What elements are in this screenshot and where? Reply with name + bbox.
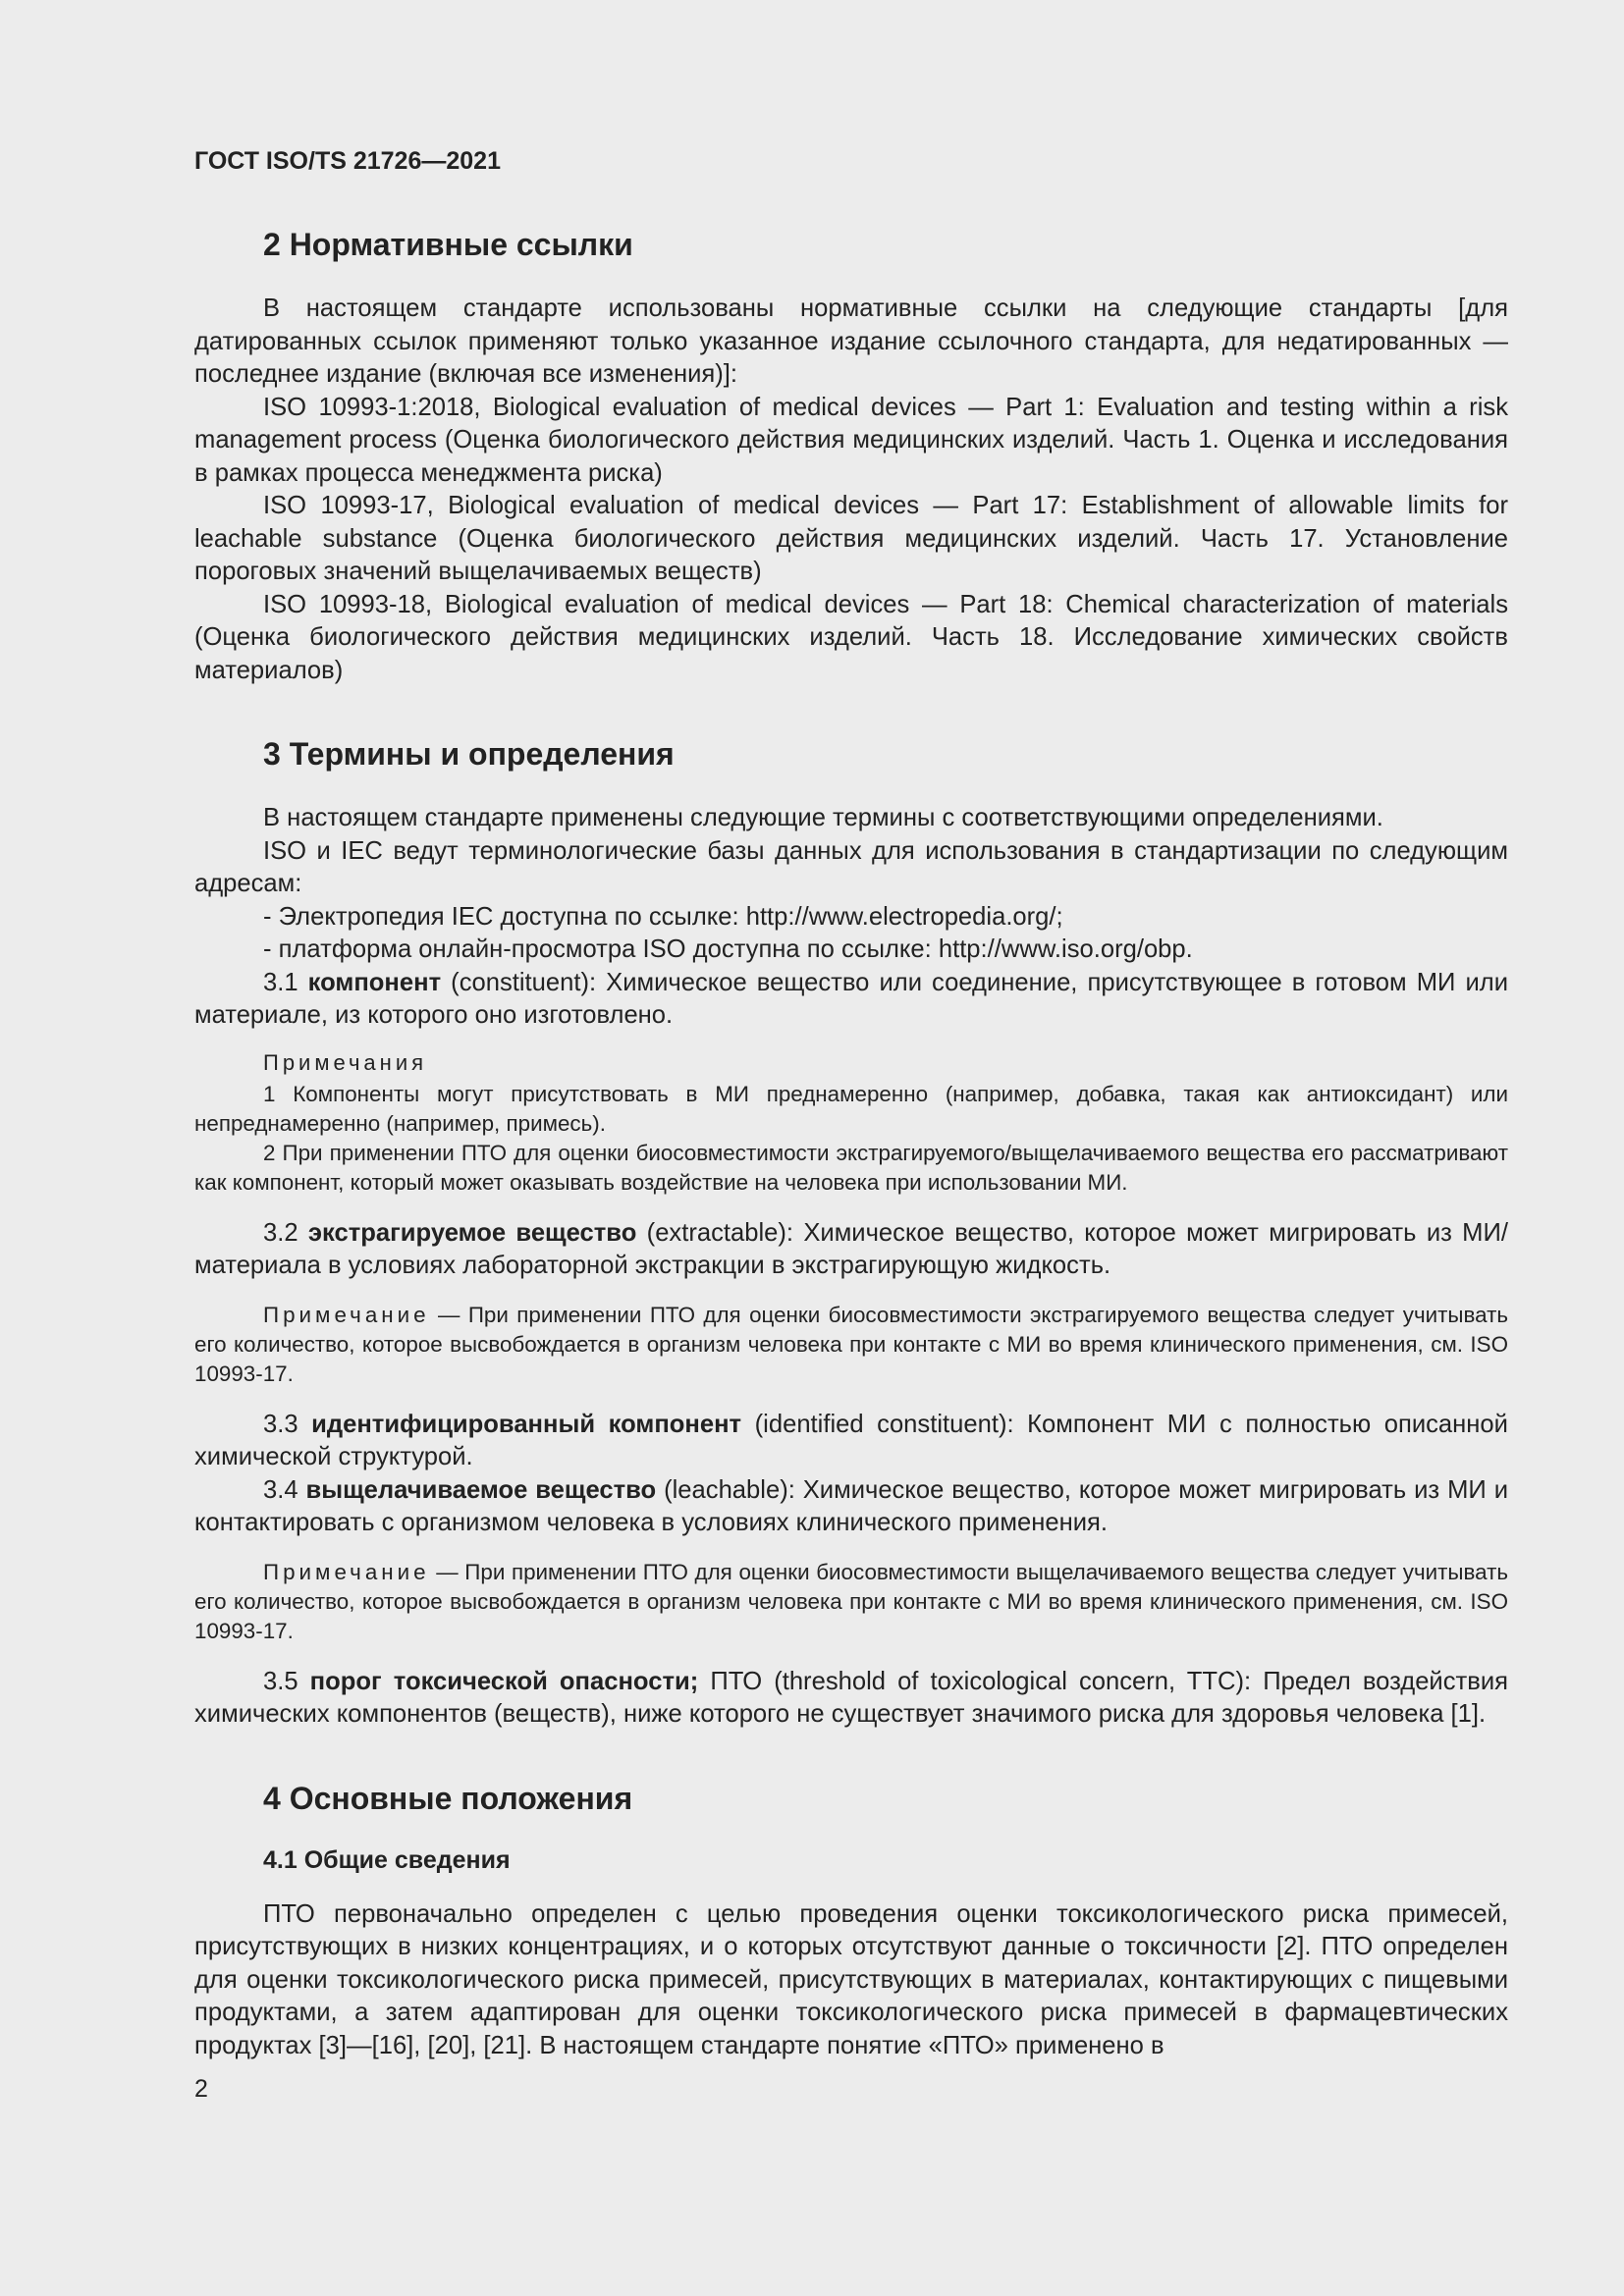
section-3-intro-2: ISO и IEC ведут терминологические базы данных для использования в стандартизации по следующим адресам: xyxy=(194,836,1508,897)
term-name: выщелачиваемое вещество xyxy=(305,1475,657,1504)
term-definition: ПТО (threshold of toxicological concern, TTC): Предел воздействия химических компонентов (веществ), ниже которого не существует значимого риска для здоровья человека [1]. xyxy=(194,1667,1508,1728)
reference-item: ISO 10993-17, Biological evaluation of medical devices — Part 17: Establishment of allowable limits for leachable substance (Оценка биологического действия медицинских изделий. Часть 17. Установление пороговых значений выщелачиваемых веществ) xyxy=(194,492,1508,585)
note-label: Примечание xyxy=(263,1559,430,1584)
term-number: 3.4 xyxy=(263,1475,306,1504)
note-text: — При применении ПТО для оценки биосовместимости экстрагируемого вещества следует учитывать его количество, которое высвобождается в организм человека при контакте с МИ во время клинического применения, см. ISO 10993-17. xyxy=(194,1302,1508,1386)
note-3-2 xyxy=(194,1301,1508,1389)
term-definition: (leachable): Химическое вещество, которое может мигрировать из МИ и контактировать с организмом человека в условиях клинического применения. xyxy=(194,1475,1508,1536)
notes-3-1 xyxy=(194,1050,1508,1198)
note-text: — При применении ПТО для оценки биосовместимости выщелачиваемого вещества следует учитывать его количество, которое высвобождается в организм человека при контакте с МИ во время клинического применения, см. ISO 10993-17. xyxy=(194,1559,1508,1643)
iso-obp-link: - платформа онлайн-просмотра ISO доступна по ссылке: http://www.iso.org/obp. xyxy=(263,935,1193,963)
note-item: 2 При применении ПТО для оценки биосовместимости экстрагируемого/выщелачиваемого вещества его рассматривают как компонент, который может оказывать воздействие на человека при использовании МИ. xyxy=(194,1140,1508,1195)
term-3-3 xyxy=(194,1409,1508,1474)
reference-item: ISO 10993-18, Biological evaluation of medical devices — Part 18: Chemical characterization of materials (Оценка биологического действия медицинских изделий. Часть 18. Исследование химических свойств материалов) xyxy=(194,590,1508,684)
reference-item: ISO 10993-1:2018, Biological evaluation of medical devices — Part 1: Evaluation and testing within a risk management process (Оценка биологического действия медицинских изделий. Часть 1. Оценка и исследования в рамках процесса менеджмента риска) xyxy=(194,393,1508,487)
term-number: 3.2 xyxy=(263,1218,308,1247)
note-label: Примечание xyxy=(263,1302,430,1327)
electropedia-link: - Электропедия IEC доступна по ссылке: http://www.electropedia.org/; xyxy=(263,902,1063,931)
term-3-2 xyxy=(194,1217,1508,1283)
note-3-4 xyxy=(194,1558,1508,1646)
term-definition: (constituent): Химическое вещество или соединение, присутствующее в готовом МИ или материале, из которого оно изготовлено. xyxy=(194,968,1508,1029)
term-name: идентифицированный компонент xyxy=(311,1410,742,1438)
term-3-1 xyxy=(194,967,1508,1033)
term-definition: (extractable): Химическое вещество, которое может мигрировать из МИ/материала в условиях лабораторной экстракции в экстрагирующую жидкость. xyxy=(194,1218,1508,1279)
section-3-intro: В настоящем стандарте применены следующие термины с соответствующими определениями. xyxy=(263,804,1383,831)
term-name: компонент xyxy=(307,968,442,996)
term-definition: (identified constituent): Компонент МИ с полностью описанной химической структурой. xyxy=(194,1410,1508,1470)
section-4-title: 4 Основные положения xyxy=(263,1780,633,1816)
term-3-4 xyxy=(194,1474,1508,1540)
notes-title: Примечания xyxy=(263,1049,428,1075)
section-2-title: 2 Нормативные ссылки xyxy=(263,227,633,262)
term-number: 3.3 xyxy=(263,1410,312,1438)
page-number: 2 xyxy=(194,2075,208,2103)
section-3-title: 3 Термины и определения xyxy=(263,736,675,772)
subsection-4-1-title: 4.1 Общие сведения xyxy=(263,1845,511,1874)
document-page xyxy=(194,147,1508,2062)
document-header: ГОСТ ISO/TS 21726—2021 xyxy=(194,147,501,175)
term-name: порог токсической опасности; xyxy=(309,1667,699,1695)
section-2-intro: В настоящем стандарте использованы нормативные ссылки на следующие стандарты [для датированных ссылок применяют только указанное издание ссылочного стандарта, для недатированных — последнее издание (включая все изменения)]: xyxy=(194,294,1508,388)
term-name: экстрагируемое вещество xyxy=(307,1218,637,1247)
section-4-1-paragraph: ПТО первоначально определен с целью проведения оценки токсикологического риска примесей, присутствующих в низких концентрациях, и о которых отсутствуют данные о токсичности [2]. ПТО определен для оценки токсикологического риска примесей, присутствующих в материалах, контактирующих с пищевыми продуктами, а затем адаптирован для оценки токсикологического риска примесей в фармацевтических продуктах [3]—[16], [20], [21]. В настоящем стандарте понятие «ПТО» применено в xyxy=(194,1899,1508,2059)
note-item: 1 Компоненты могут присутствовать в МИ преднамеренно (например, добавка, такая как антиоксидант) или непреднамеренно (например, примесь). xyxy=(194,1081,1508,1136)
term-number: 3.5 xyxy=(263,1667,310,1695)
term-number: 3.1 xyxy=(263,968,308,996)
term-3-5 xyxy=(194,1666,1508,1732)
